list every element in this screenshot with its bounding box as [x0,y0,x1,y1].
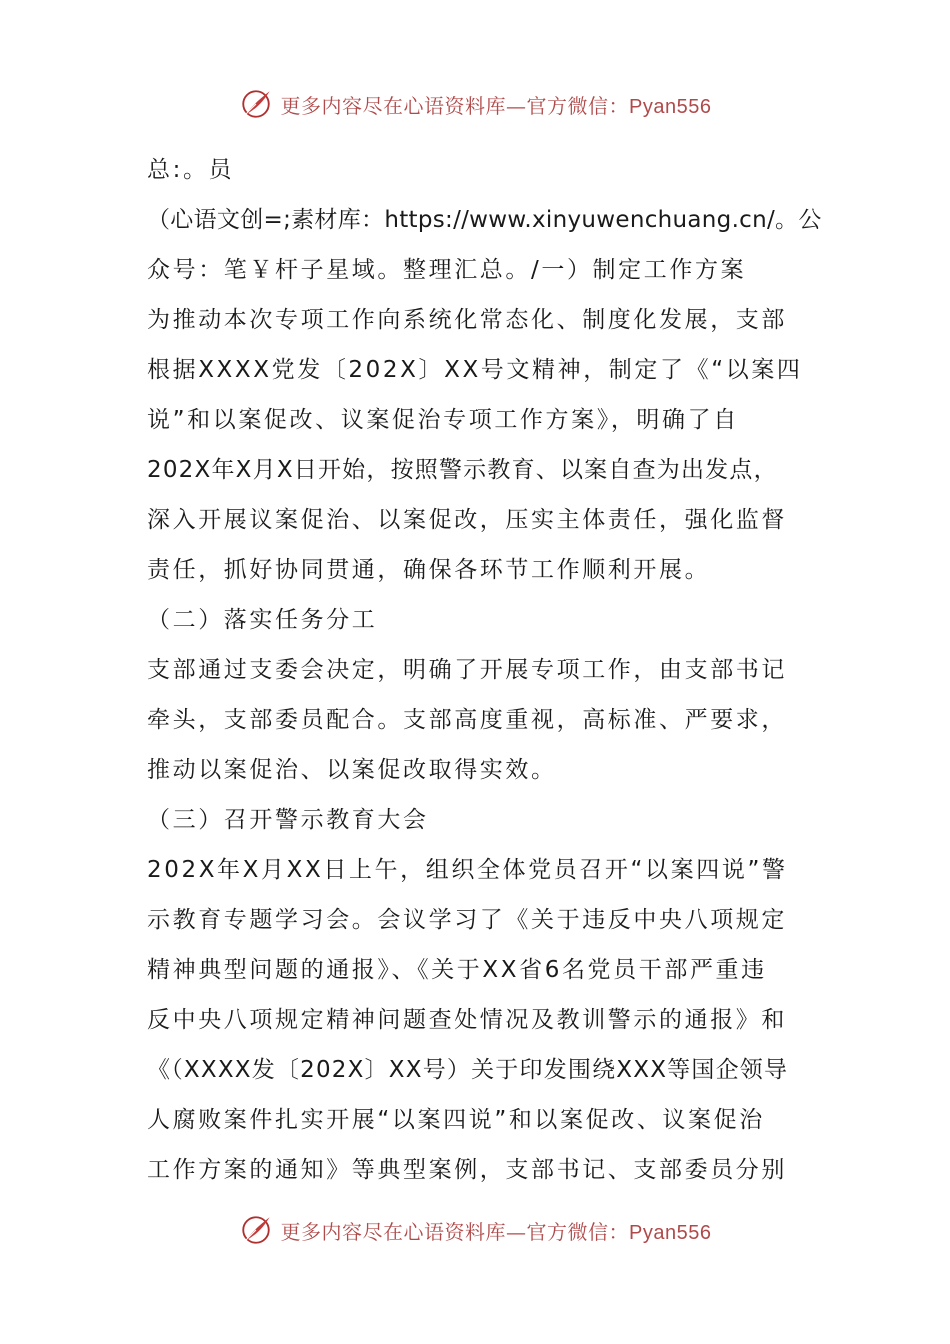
watermark-text: 更多内容尽在心语资料库—官方微信：Pyan556 [280,1219,712,1244]
text-line: 根据XXXX党发〔202X〕XX号文精神，制定了《“以案四 [147,357,803,383]
text-line: 责任，抓好协同贯通，确保各环节工作顺利开展。 [147,557,711,583]
text-line: 深入开展议案促治、以案促改，压实主体责任，强化监督 [147,507,787,533]
text-line: 为推动本次专项工作向系统化常态化、制度化发展，支部 [147,307,787,333]
quill-logo-icon [239,1213,273,1247]
text-line: （心语文创=;素材库：https://www.xinyuwenchuang.cn/。公 [147,207,822,233]
watermark-banner-top [0,84,950,124]
document-body [147,145,827,1195]
text-line: 反中央八项规定精神问题查处情况及教训警示的通报》和 [147,1007,787,1033]
text-line: 202X年X月X日开始，按照警示教育、以案自查为出发点， [147,457,778,483]
section-heading: （三）召开警示教育大会 [147,807,429,833]
text-line: 工作方案的通知》等典型案例，支部书记、支部委员分别 [147,1157,787,1183]
text-line: 支部通过支委会决定，明确了开展专项工作，由支部书记 [147,657,787,683]
text-line: 推动以案促治、以案促改取得实效。 [147,757,557,783]
text-line: 总:。员 [147,157,235,183]
text-line: 人腐败案件扎实开展“以案四说”和以案促改、议案促治 [147,1107,765,1133]
text-line: 《（XXXX发〔202X〕XX号）关于印发围绕XXX等国企领导 [147,1057,789,1083]
text-line: 牵头，支部委员配合。支部高度重视，高标准、严要求， [147,707,787,733]
text-line: 示教育专题学习会。会议学习了《关于违反中央八项规定 [147,907,787,933]
watermark-banner-bottom [0,1210,950,1250]
section-heading: （二）落实任务分工 [147,607,378,633]
watermark-text: 更多内容尽在心语资料库—官方微信：Pyan556 [280,93,712,118]
text-line: 众号：笔￥杆子星域。整理汇总。/一）制定工作方案 [147,257,747,283]
text-line: 精神典型问题的通报》、《关于XX省6名党员干部严重违 [147,957,767,983]
text-line: 说”和以案促改、议案促治专项工作方案》，明确了自 [147,407,739,433]
text-line: 202X年X月XX日上午，组织全体党员召开“以案四说”警 [147,857,788,883]
quill-logo-icon [239,87,273,121]
